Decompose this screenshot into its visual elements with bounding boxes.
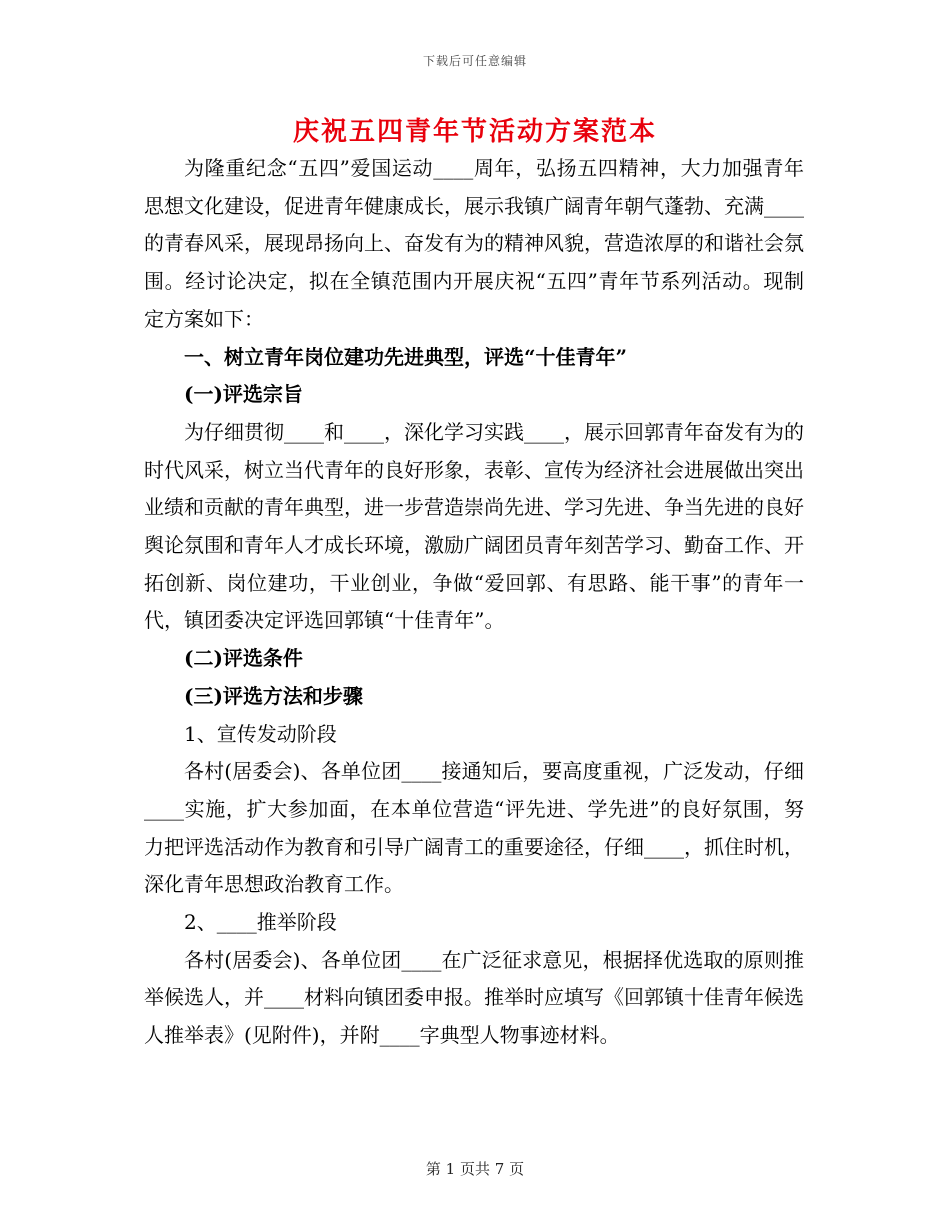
purpose-paragraph: 为仔细贯彻____和____，深化学习实践____，展示回郭青年奋发有为的时代风采，树立当代青年的良好形象，表彰、宣传为经济社会进展做出突出业绩和贡献的青年典型，进一步营造崇尚先进、学习先进、争当先进的良好舆论氛围和青年人才成长环境，激励广阔团员青年刻苦学习、勤奋工作、开拓创新、岗位建功，干业创业，争做“爱回郭、有思路、能干事”的青年一代，镇团委决定评选回郭镇“十佳青年”。 (144, 419, 804, 633)
intro-paragraph: 为隆重纪念“五四”爱国运动____周年，弘扬五四精神，大力加强青年思想文化建设，促进青年健康成长，展示我镇广阔青年朝气蓬勃、充满____的青春风采，展现昂扬向上、奋发有为的精神风貌，营造浓厚的和谐社会氛围。经讨论决定，拟在全镇范围内开展庆祝“五四”青年节系列活动。现制定方案如下： (144, 156, 804, 331)
step-heading-2: 2、____推举阶段 (184, 910, 337, 935)
subsection-heading-methods: (三)评选方法和步骤 (184, 683, 363, 708)
subsection-heading-purpose: (一)评选宗旨 (184, 382, 303, 407)
subsection-heading-conditions: (二)评选条件 (184, 646, 303, 671)
step-2-paragraph: 各村(居委会)、各单位团____在广泛征求意见，根据择优选取的原则推举候选人，并____材料向镇团委申报。推举时应填写《回郭镇十佳青年候选人推举表》(见附件)，并附____字典型人物事迹材料。 (144, 947, 804, 1048)
step-1-paragraph: 各村(居委会)、各单位团____接通知后，要高度重视，广泛发动，仔细____实施，扩大参加面，在本单位营造“评先进、学先进”的良好氛围，努力把评选活动作为教育和引导广阔青工的重要途径，仔细____，抓住时机，深化青年思想政治教育工作。 (144, 759, 804, 897)
step-heading-1: 1、宣传发动阶段 (184, 721, 337, 746)
header-note: 下载后可任意编辑 (422, 54, 527, 68)
section-heading-1: 一、树立青年岗位建功先进典型，评选“十佳青年” (184, 344, 628, 369)
page-number: 第 1 页共 7 页 (425, 1160, 525, 1178)
document-title: 庆祝五四青年节活动方案范本 (292, 117, 657, 147)
document-body (144, 150, 804, 1055)
